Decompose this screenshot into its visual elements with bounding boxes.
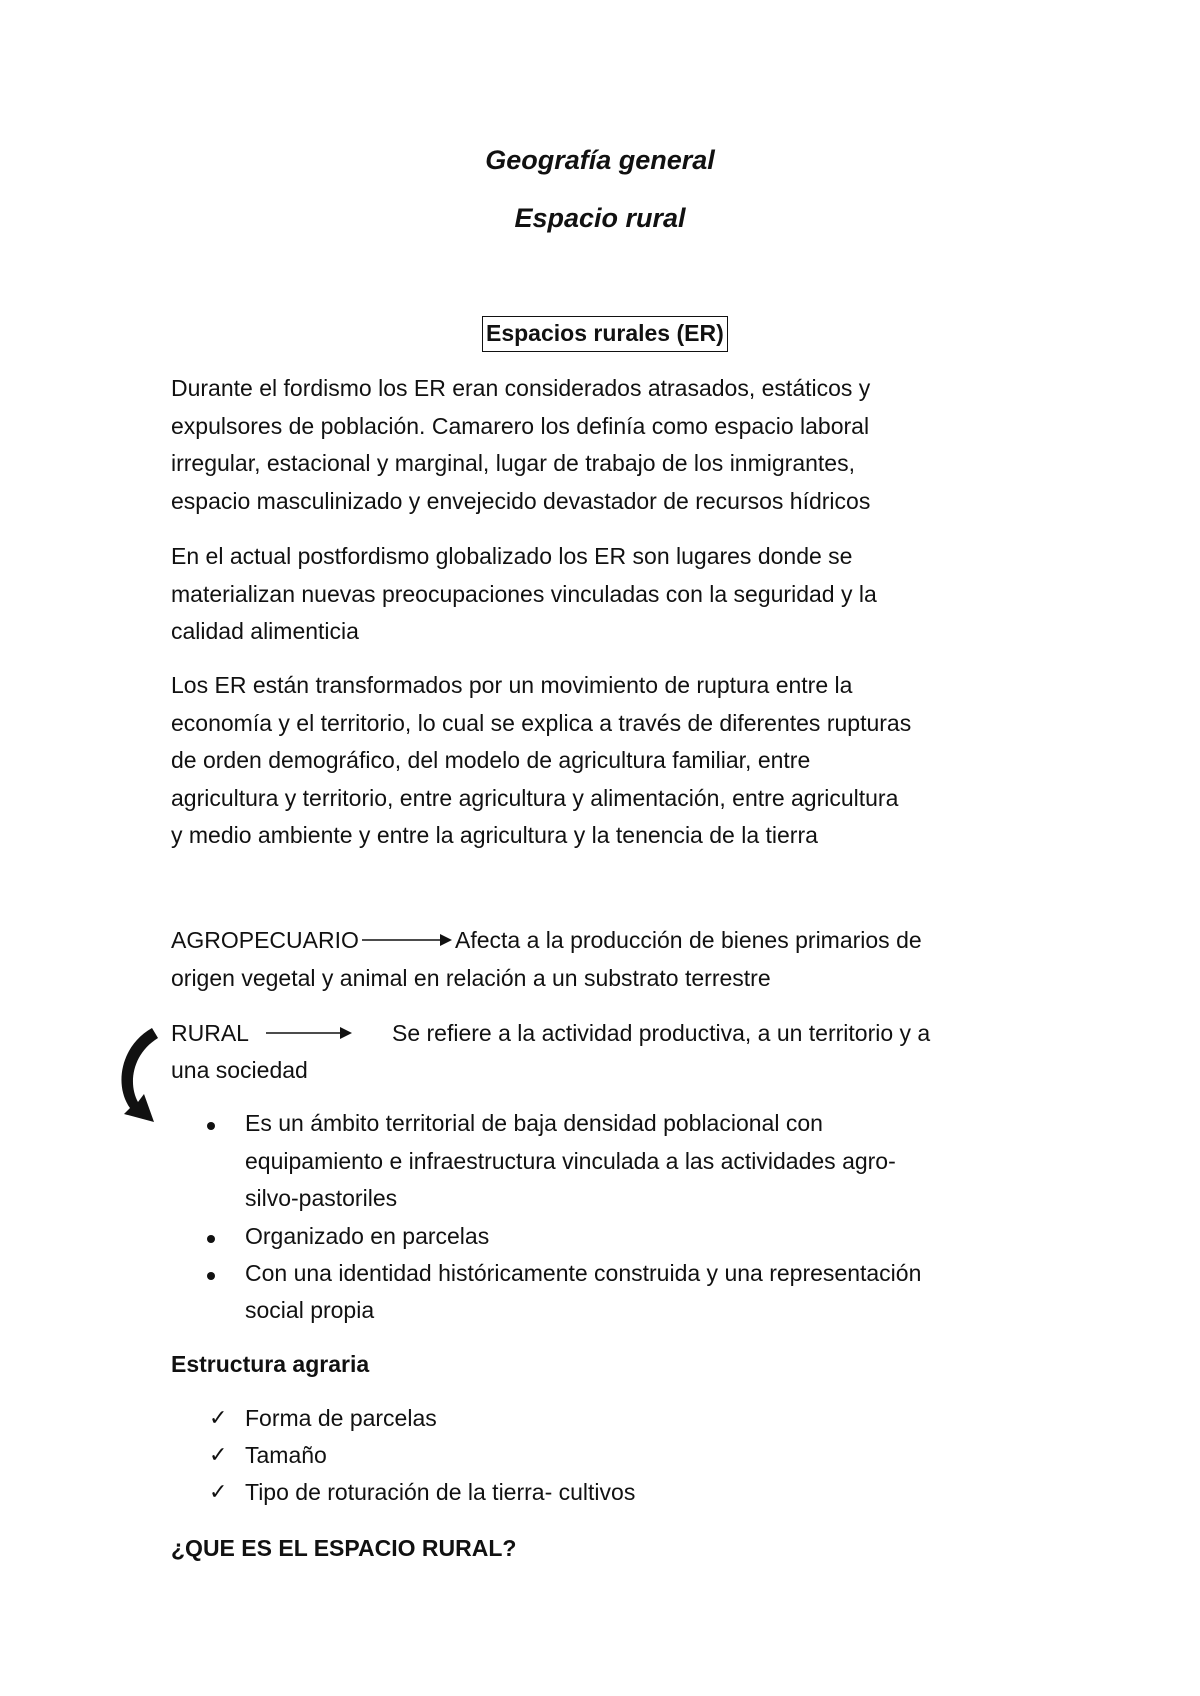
paragraph-line: economía y el territorio, lo cual se explica a través de diferentes rupturas [171, 709, 912, 736]
document-title: Geografía general [485, 145, 715, 175]
checkmark-icon: ✓ [209, 1442, 228, 1467]
check-item-text: Tipo de roturación de la tierra- cultivos [245, 1479, 636, 1505]
rural-definition-line2: una sociedad [171, 1057, 308, 1083]
agro-definition-line1: Afecta a la producción de bienes primarios de [455, 927, 922, 953]
paragraph-line: Los ER están transformados por un movimiento de ruptura entre la [171, 672, 853, 698]
agro-term: AGROPECUARIO [171, 927, 359, 953]
paragraph-line: Durante el fordismo los ER eran considerados atrasados, estáticos y [171, 375, 871, 401]
check-item-text: Tamaño [245, 1442, 327, 1468]
checkmark-icon: ✓ [209, 1479, 228, 1504]
paragraph-line: de orden demográfico, del modelo de agricultura familiar, entre [171, 747, 811, 773]
rural-definition-line1: Se refiere a la actividad productiva, a un territorio y a [392, 1020, 931, 1046]
check-item-text: Forma de parcelas [245, 1405, 437, 1431]
paragraph-line: espacio masculinizado y envejecido devastador de recursos hídricos [171, 487, 871, 514]
paragraph-line: irregular, estacional y marginal, lugar de trabajo de los inmigrantes, [171, 450, 855, 476]
right-arrow-icon [266, 1023, 358, 1043]
bullet-icon [207, 1122, 215, 1130]
agro-definition-line2: origen vegetal y animal en relación a un substrato terrestre [171, 965, 771, 991]
question-heading: ¿QUE ES EL ESPACIO RURAL? [171, 1535, 517, 1561]
paragraph-line: En el actual postfordismo globalizado los ER son lugares donde se [171, 543, 853, 569]
section-heading-boxed: Espacios rurales (ER) [482, 316, 728, 352]
paragraph-line: expulsores de población. Camarero los definía como espacio laboral [171, 412, 870, 439]
bullet-text: equipamiento e infraestructura vinculada a las actividades agro- [245, 1148, 896, 1174]
paragraph-line: agricultura y territorio, entre agricultura y alimentación, entre agricultura [171, 784, 899, 811]
right-arrow-icon [362, 930, 454, 950]
paragraph-postfordismo [171, 538, 1051, 651]
bullet-icon [207, 1235, 215, 1243]
rural-term: RURAL [171, 1020, 249, 1046]
paragraph-line: materializan nuevas preocupaciones vinculadas con la seguridad y la [171, 580, 877, 607]
curved-arrow-icon [112, 1024, 172, 1134]
paragraph-rupturas [171, 667, 1051, 855]
paragraph-fordismo [171, 370, 1051, 520]
checkmark-icon: ✓ [209, 1405, 228, 1430]
bullet-text: silvo-pastoriles [245, 1185, 398, 1211]
bullet-text: Con una identidad históricamente construida y una representación [245, 1260, 922, 1286]
bullet-text: social propia [245, 1297, 375, 1323]
document-subtitle: Espacio rural [514, 203, 686, 233]
paragraph-line: y medio ambiente y entre la agricultura y la tenencia de la tierra [171, 822, 818, 848]
bullet-text: Es un ámbito territorial de baja densidad poblacional con [245, 1110, 823, 1136]
bullet-text: Organizado en parcelas [245, 1223, 490, 1249]
bullet-icon [207, 1272, 215, 1280]
estructura-heading: Estructura agraria [171, 1351, 370, 1377]
paragraph-line: calidad alimenticia [171, 618, 359, 644]
